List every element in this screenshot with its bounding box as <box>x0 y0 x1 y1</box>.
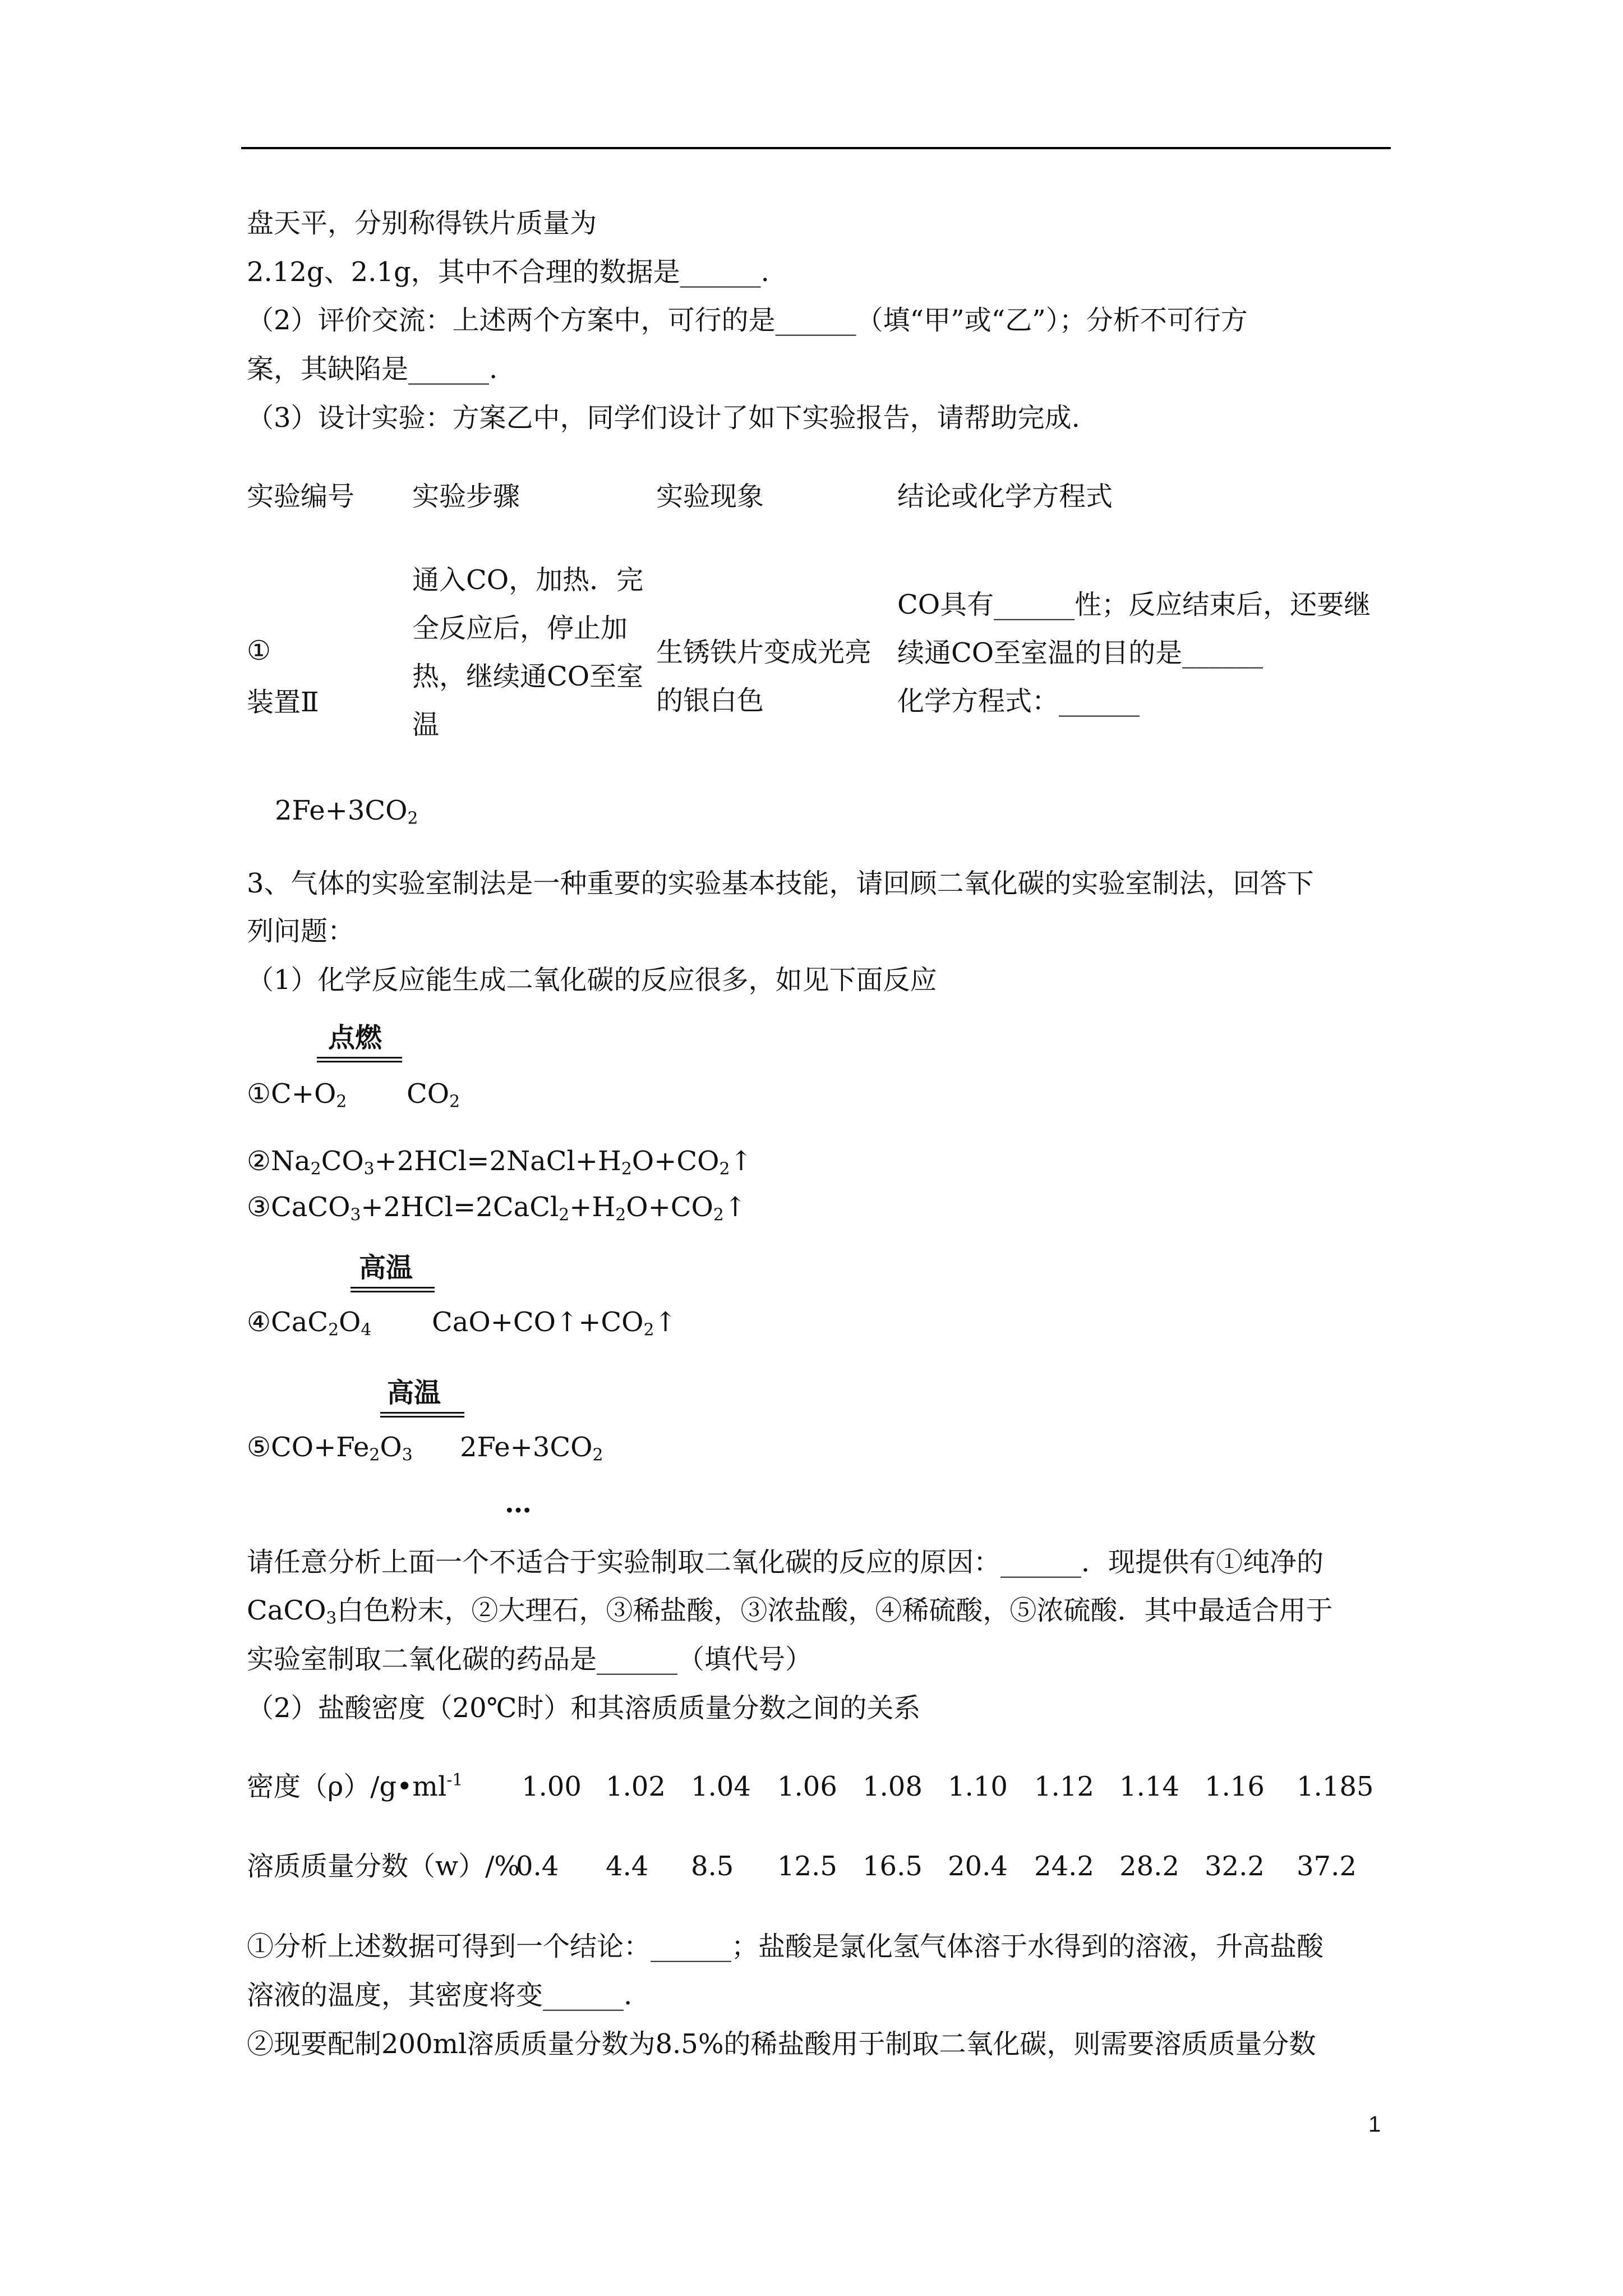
table-header: 实验步骤 <box>412 481 520 512</box>
ellipsis: … <box>505 1488 532 1519</box>
reaction-5: $⑤CO+Fe_2O_3$ <box>247 1432 413 1465</box>
fraction-label: 溶质质量分数（w）/% <box>247 1851 520 1882</box>
text-line: ②现要配制200ml溶质质量分数为8.5%的稀盐酸用于制取二氧化碳，则需要溶质质量分数 <box>247 2028 1316 2060</box>
reaction-5-product: $2Fe+3CO_2$ <box>460 1432 603 1465</box>
fraction-value: 12.5 <box>777 1851 837 1882</box>
table-header: 实验编号 <box>247 481 355 512</box>
density-value: 1.14 <box>1119 1771 1179 1802</box>
text-line: （2）评价交流：上述两个方案中，可行的是______（填“甲”或“乙”）；分析不可行方 <box>247 305 1248 336</box>
density-value: 1.185 <box>1297 1771 1374 1802</box>
fraction-value: 4.4 <box>606 1851 649 1882</box>
reaction-condition: 点燃 <box>328 1022 382 1053</box>
fraction-value: 20.4 <box>948 1851 1008 1882</box>
table-header: 实验现象 <box>656 481 764 512</box>
density-label: 密度$(\rho)/g•ml^{-1}$ <box>247 1770 463 1802</box>
reaction-2: $②Na_2CO_3+2HCl=2NaCl+H_2O+CO_2↑$ <box>247 1145 753 1179</box>
reaction-4: $④CaC_2O_4$ <box>247 1306 372 1340</box>
density-value: 1.02 <box>606 1771 666 1802</box>
density-value: 1.06 <box>777 1771 837 1802</box>
text-line: （3）设计实验：方案乙中，同学们设计了如下实验报告，请帮助完成. <box>247 402 1080 434</box>
reaction-condition: 高温 <box>387 1377 441 1409</box>
page-number: 1 <box>1368 2112 1381 2137</box>
experiment-step: 温 <box>412 709 440 740</box>
density-value: 1.00 <box>522 1771 582 1802</box>
experiment-step: 通入CO，加热．完 <box>412 564 644 596</box>
reaction-3: $③CaCO_3+2HCl=2CaCl_2+H_2O+CO_2↑$ <box>247 1191 747 1225</box>
experiment-device: 装置Ⅱ <box>247 687 319 718</box>
text-line: 溶液的温度，其密度将变______. <box>247 1980 633 2011</box>
reaction-1: $①C+O_2$ <box>247 1078 347 1112</box>
reaction-1-product: $CO_2$ <box>407 1078 460 1112</box>
header-rule <box>241 147 1391 149</box>
fraction-value: 16.5 <box>863 1851 923 1882</box>
experiment-number: ① <box>247 635 271 666</box>
density-value: 1.12 <box>1034 1771 1094 1802</box>
analysis-line: 请任意分析上面一个不适合于实验制取二氧化碳的反应的原因：______．现提供有①纯净的 <box>247 1547 1324 1578</box>
experiment-step: 全反应后，停止加 <box>412 613 628 644</box>
reaction-condition: 高温 <box>359 1252 413 1283</box>
analysis-line: CaCO$_3$白色粉末，②大理石，③稀盐酸，③浓盐酸，④稀硫酸，⑤浓硫酸．其中最适合用于 <box>247 1595 1333 1628</box>
fraction-value: 0.4 <box>516 1851 559 1882</box>
question-3-intro: 3、气体的实验室制法是一种重要的实验基本技能，请回顾二氧化碳的实验室制法，回答下 <box>247 868 1314 899</box>
double-line <box>351 1287 435 1292</box>
experiment-conclusion: 续通CO至室温的目的是______ <box>897 637 1264 669</box>
fraction-value: 8.5 <box>691 1851 734 1882</box>
density-value: 1.16 <box>1205 1771 1265 1802</box>
experiment-conclusion: 化学方程式：______ <box>897 685 1140 717</box>
experiment-phenomenon: 的银白色 <box>656 685 764 716</box>
question-3-sub2: （2）盐酸密度（20℃时）和其溶质质量分数之间的关系 <box>247 1692 921 1724</box>
double-line <box>380 1412 464 1418</box>
experiment-phenomenon: 生锈铁片变成光亮 <box>656 637 872 668</box>
fraction-value: 37.2 <box>1297 1851 1357 1882</box>
experiment-conclusion: CO具有______性；反应结束后，还要继 <box>897 589 1371 620</box>
analysis-line: 实验室制取二氧化碳的药品是______（填代号） <box>247 1644 813 1675</box>
question-3-sub1: （1）化学反应能生成二氧化碳的反应很多，如见下面反应 <box>247 964 937 996</box>
text-line: 2.12g、2.1g，其中不合理的数据是______. <box>247 256 769 288</box>
fraction-value: 24.2 <box>1034 1851 1094 1882</box>
text-line: 案，其缺陷是______. <box>247 353 498 385</box>
experiment-step: 热，继续通CO至室 <box>412 661 644 692</box>
text-line: 盘天平，分别称得铁片质量为 <box>247 208 597 239</box>
fraction-value: 28.2 <box>1119 1851 1179 1882</box>
fraction-value: 32.2 <box>1205 1851 1265 1882</box>
density-value: 1.10 <box>948 1771 1008 1802</box>
double-line <box>317 1057 402 1062</box>
reaction-4-product: $CaO+CO↑+CO_2↑$ <box>432 1306 677 1340</box>
density-value: 1.04 <box>691 1771 751 1802</box>
question-3-intro: 列问题： <box>247 915 355 947</box>
text-line: ①分析上述数据可得到一个结论：______；盐酸是氯化氢气体溶于水得到的溶液，升高盐酸 <box>247 1931 1324 1962</box>
density-value: 1.08 <box>863 1771 923 1802</box>
orphan-equation: $2Fe+3CO_2$ <box>275 795 418 829</box>
table-header: 结论或化学方程式 <box>897 481 1113 512</box>
